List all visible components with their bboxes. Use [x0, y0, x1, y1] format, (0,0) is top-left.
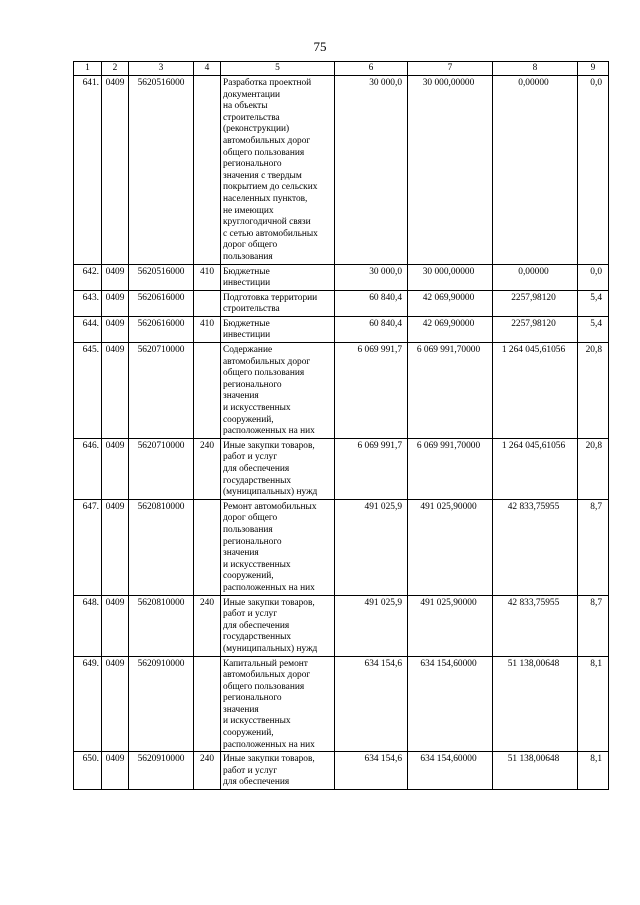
expense-type-code: 240	[194, 438, 221, 499]
item-name-line: не имеющих	[223, 205, 274, 216]
approved-amount: 6 069 991,7	[335, 438, 408, 499]
item-name-line: регионального	[223, 536, 282, 547]
item-name-line: Содержание	[223, 345, 273, 356]
approved-amount: 6 069 991,7	[335, 343, 408, 439]
specified-amount: 30 000,00000	[408, 76, 493, 265]
item-name-line: значения	[223, 704, 259, 715]
specified-amount: 491 025,90000	[408, 595, 493, 656]
executed-amount: 0,00000	[493, 264, 578, 290]
item-name-line: документации	[223, 89, 280, 100]
column-header-8: 8	[493, 62, 578, 76]
target-article-code: 5620910000	[129, 752, 194, 790]
section-code: 0409	[102, 264, 129, 290]
item-name	[221, 316, 335, 342]
item-name-line: сооружений,	[223, 571, 274, 582]
item-name-line: регионального	[223, 159, 282, 170]
table-row	[74, 438, 609, 499]
item-name-line: Иные закупки товаров,	[223, 440, 315, 451]
table-row	[74, 343, 609, 439]
table-row	[74, 595, 609, 656]
row-number: 644.	[74, 316, 102, 342]
execution-percent: 5,4	[578, 290, 609, 316]
section-code: 0409	[102, 316, 129, 342]
target-article-code: 5620516000	[129, 76, 194, 265]
item-name	[221, 438, 335, 499]
executed-amount: 51 138,00648	[493, 752, 578, 790]
item-name-line: общего пользования	[223, 368, 305, 379]
approved-amount: 60 840,4	[335, 290, 408, 316]
item-name-line: населенных пунктов,	[223, 193, 308, 204]
item-name-line: для обеспечения	[223, 464, 290, 474]
item-name-line: сооружений,	[223, 414, 274, 425]
item-name-line: Иные закупки товаров,	[223, 597, 315, 608]
target-article-code: 5620810000	[129, 595, 194, 656]
item-name-line: работ и услуг	[223, 765, 278, 776]
item-name-line: с сетью автомобильных	[223, 228, 318, 239]
item-name-line: Подготовка территории	[223, 292, 318, 303]
item-name-line: для обеспечения	[223, 777, 290, 788]
column-header-1: 1	[74, 62, 102, 76]
approved-amount: 634 154,6	[335, 656, 408, 752]
item-name-line: строительства	[223, 304, 280, 315]
item-name-line: общего пользования	[223, 681, 305, 692]
specified-amount: 6 069 991,70000	[408, 343, 493, 439]
table-row	[74, 264, 609, 290]
specified-amount: 42 069,90000	[408, 290, 493, 316]
specified-amount: 42 069,90000	[408, 316, 493, 342]
row-number: 650.	[74, 752, 102, 790]
executed-amount: 51 138,00648	[493, 656, 578, 752]
item-name-line: автомобильных дорог	[223, 670, 311, 681]
section-code: 0409	[102, 438, 129, 499]
row-number: 645.	[74, 343, 102, 439]
item-name-line: регионального	[223, 379, 282, 390]
target-article-code: 5620710000	[129, 343, 194, 439]
section-code: 0409	[102, 499, 129, 595]
column-header-3: 3	[129, 62, 194, 76]
item-name-line: строительства	[223, 112, 280, 123]
target-article-code: 5620810000	[129, 499, 194, 595]
item-name-line: (муниципальных) нужд	[223, 643, 318, 654]
table-row	[74, 76, 609, 265]
item-name-line: дорог общего	[223, 240, 278, 251]
execution-percent: 8,1	[578, 656, 609, 752]
item-name-line: сооружений,	[223, 728, 274, 739]
item-name-line: и искусственных	[223, 559, 291, 570]
target-article-code: 5620710000	[129, 438, 194, 499]
item-name-line: автомобильных дорог	[223, 356, 311, 367]
expense-type-code: 240	[194, 752, 221, 790]
table-row	[74, 752, 609, 790]
item-name-line: общего пользования	[223, 147, 305, 158]
table-row	[74, 316, 609, 342]
row-number: 646.	[74, 438, 102, 499]
executed-amount: 2257,98120	[493, 290, 578, 316]
target-article-code: 5620616000	[129, 316, 194, 342]
target-article-code: 5620616000	[129, 290, 194, 316]
table-body	[74, 76, 609, 790]
item-name-line: (реконструкции)	[223, 124, 290, 135]
section-code: 0409	[102, 656, 129, 752]
item-name-line: круглогодичной связи	[223, 217, 311, 228]
expense-type-code: 240	[194, 595, 221, 656]
item-name-line: работ и услуг	[223, 609, 278, 620]
column-header-7: 7	[408, 62, 493, 76]
specified-amount: 6 069 991,70000	[408, 438, 493, 499]
execution-percent: 20,8	[578, 438, 609, 499]
target-article-code: 5620910000	[129, 656, 194, 752]
item-name-line: Бюджетные	[223, 266, 270, 277]
expense-type-code	[194, 343, 221, 439]
target-article-code: 5620516000	[129, 264, 194, 290]
item-name-line: пользования	[223, 251, 273, 262]
table-row	[74, 499, 609, 595]
approved-amount: 30 000,0	[335, 264, 408, 290]
item-name-line: Разработка проектной	[223, 78, 312, 88]
approved-amount: 30 000,0	[335, 76, 408, 265]
execution-percent: 20,8	[578, 343, 609, 439]
item-name-line: значения	[223, 391, 259, 402]
table-row	[74, 290, 609, 316]
approved-amount: 491 025,9	[335, 595, 408, 656]
item-name	[221, 752, 335, 790]
item-name-line: и искусственных	[223, 716, 291, 727]
item-name-line: покрытием до сельских	[223, 182, 318, 193]
item-name-line: автомобильных дорог	[223, 135, 311, 146]
execution-percent: 8,7	[578, 499, 609, 595]
item-name	[221, 290, 335, 316]
specified-amount: 634 154,60000	[408, 656, 493, 752]
expense-type-code	[194, 499, 221, 595]
item-name-line: Ремонт автомобильных	[223, 501, 317, 512]
expense-type-code	[194, 290, 221, 316]
item-name-line: расположенных на них	[223, 739, 315, 750]
item-name-line: расположенных на них	[223, 426, 315, 437]
item-name	[221, 76, 335, 265]
section-code: 0409	[102, 290, 129, 316]
row-number: 642.	[74, 264, 102, 290]
item-name-line: пользования	[223, 524, 273, 535]
budget-table	[73, 61, 609, 790]
specified-amount: 491 025,90000	[408, 499, 493, 595]
section-code: 0409	[102, 343, 129, 439]
execution-percent: 8,7	[578, 595, 609, 656]
row-number: 647.	[74, 499, 102, 595]
item-name-line: на объекты	[223, 101, 268, 112]
item-name-line: и искусственных	[223, 403, 291, 414]
row-number: 643.	[74, 290, 102, 316]
approved-amount: 634 154,6	[335, 752, 408, 790]
item-name-line: дорог общего	[223, 513, 278, 524]
column-header-2: 2	[102, 62, 129, 76]
row-number: 649.	[74, 656, 102, 752]
execution-percent: 0,0	[578, 76, 609, 265]
execution-percent: 5,4	[578, 316, 609, 342]
header-row	[74, 62, 609, 76]
executed-amount: 1 264 045,61056	[493, 343, 578, 439]
column-header-6: 6	[335, 62, 408, 76]
item-name-line: (муниципальных) нужд	[223, 487, 318, 498]
section-code: 0409	[102, 76, 129, 265]
expense-type-code	[194, 656, 221, 752]
execution-percent: 0,0	[578, 264, 609, 290]
execution-percent: 8,1	[578, 752, 609, 790]
column-header-4: 4	[194, 62, 221, 76]
expense-type-code	[194, 76, 221, 265]
table-row	[74, 656, 609, 752]
executed-amount: 0,00000	[493, 76, 578, 265]
column-header-9: 9	[578, 62, 609, 76]
row-number: 648.	[74, 595, 102, 656]
item-name-line: инвестиции	[223, 330, 271, 341]
row-number: 641.	[74, 76, 102, 265]
item-name	[221, 264, 335, 290]
item-name-line: инвестиции	[223, 278, 271, 289]
page-number: 75	[313, 39, 327, 54]
item-name-line: государственных	[223, 632, 292, 643]
approved-amount: 60 840,4	[335, 316, 408, 342]
item-name	[221, 595, 335, 656]
item-name-line: расположенных на них	[223, 582, 315, 593]
item-name	[221, 499, 335, 595]
item-name-line: Иные закупки товаров,	[223, 754, 315, 765]
item-name	[221, 656, 335, 752]
section-code: 0409	[102, 595, 129, 656]
column-header-5: 5	[221, 62, 335, 76]
expense-type-code: 410	[194, 316, 221, 342]
executed-amount: 2257,98120	[493, 316, 578, 342]
specified-amount: 634 154,60000	[408, 752, 493, 790]
expense-type-code: 410	[194, 264, 221, 290]
approved-amount: 491 025,9	[335, 499, 408, 595]
executed-amount: 42 833,75955	[493, 595, 578, 656]
executed-amount: 42 833,75955	[493, 499, 578, 595]
executed-amount: 1 264 045,61056	[493, 438, 578, 499]
item-name-line: государственных	[223, 475, 292, 486]
item-name	[221, 343, 335, 439]
item-name-line: значения с твердым	[223, 170, 302, 181]
item-name-line: Бюджетные	[223, 318, 270, 329]
specified-amount: 30 000,00000	[408, 264, 493, 290]
section-code: 0409	[102, 752, 129, 790]
item-name-line: регионального	[223, 693, 282, 704]
item-name-line: Капитальный ремонт	[223, 658, 308, 669]
item-name-line: для обеспечения	[223, 620, 290, 631]
item-name-line: значения	[223, 548, 259, 559]
item-name-line: работ и услуг	[223, 452, 278, 463]
